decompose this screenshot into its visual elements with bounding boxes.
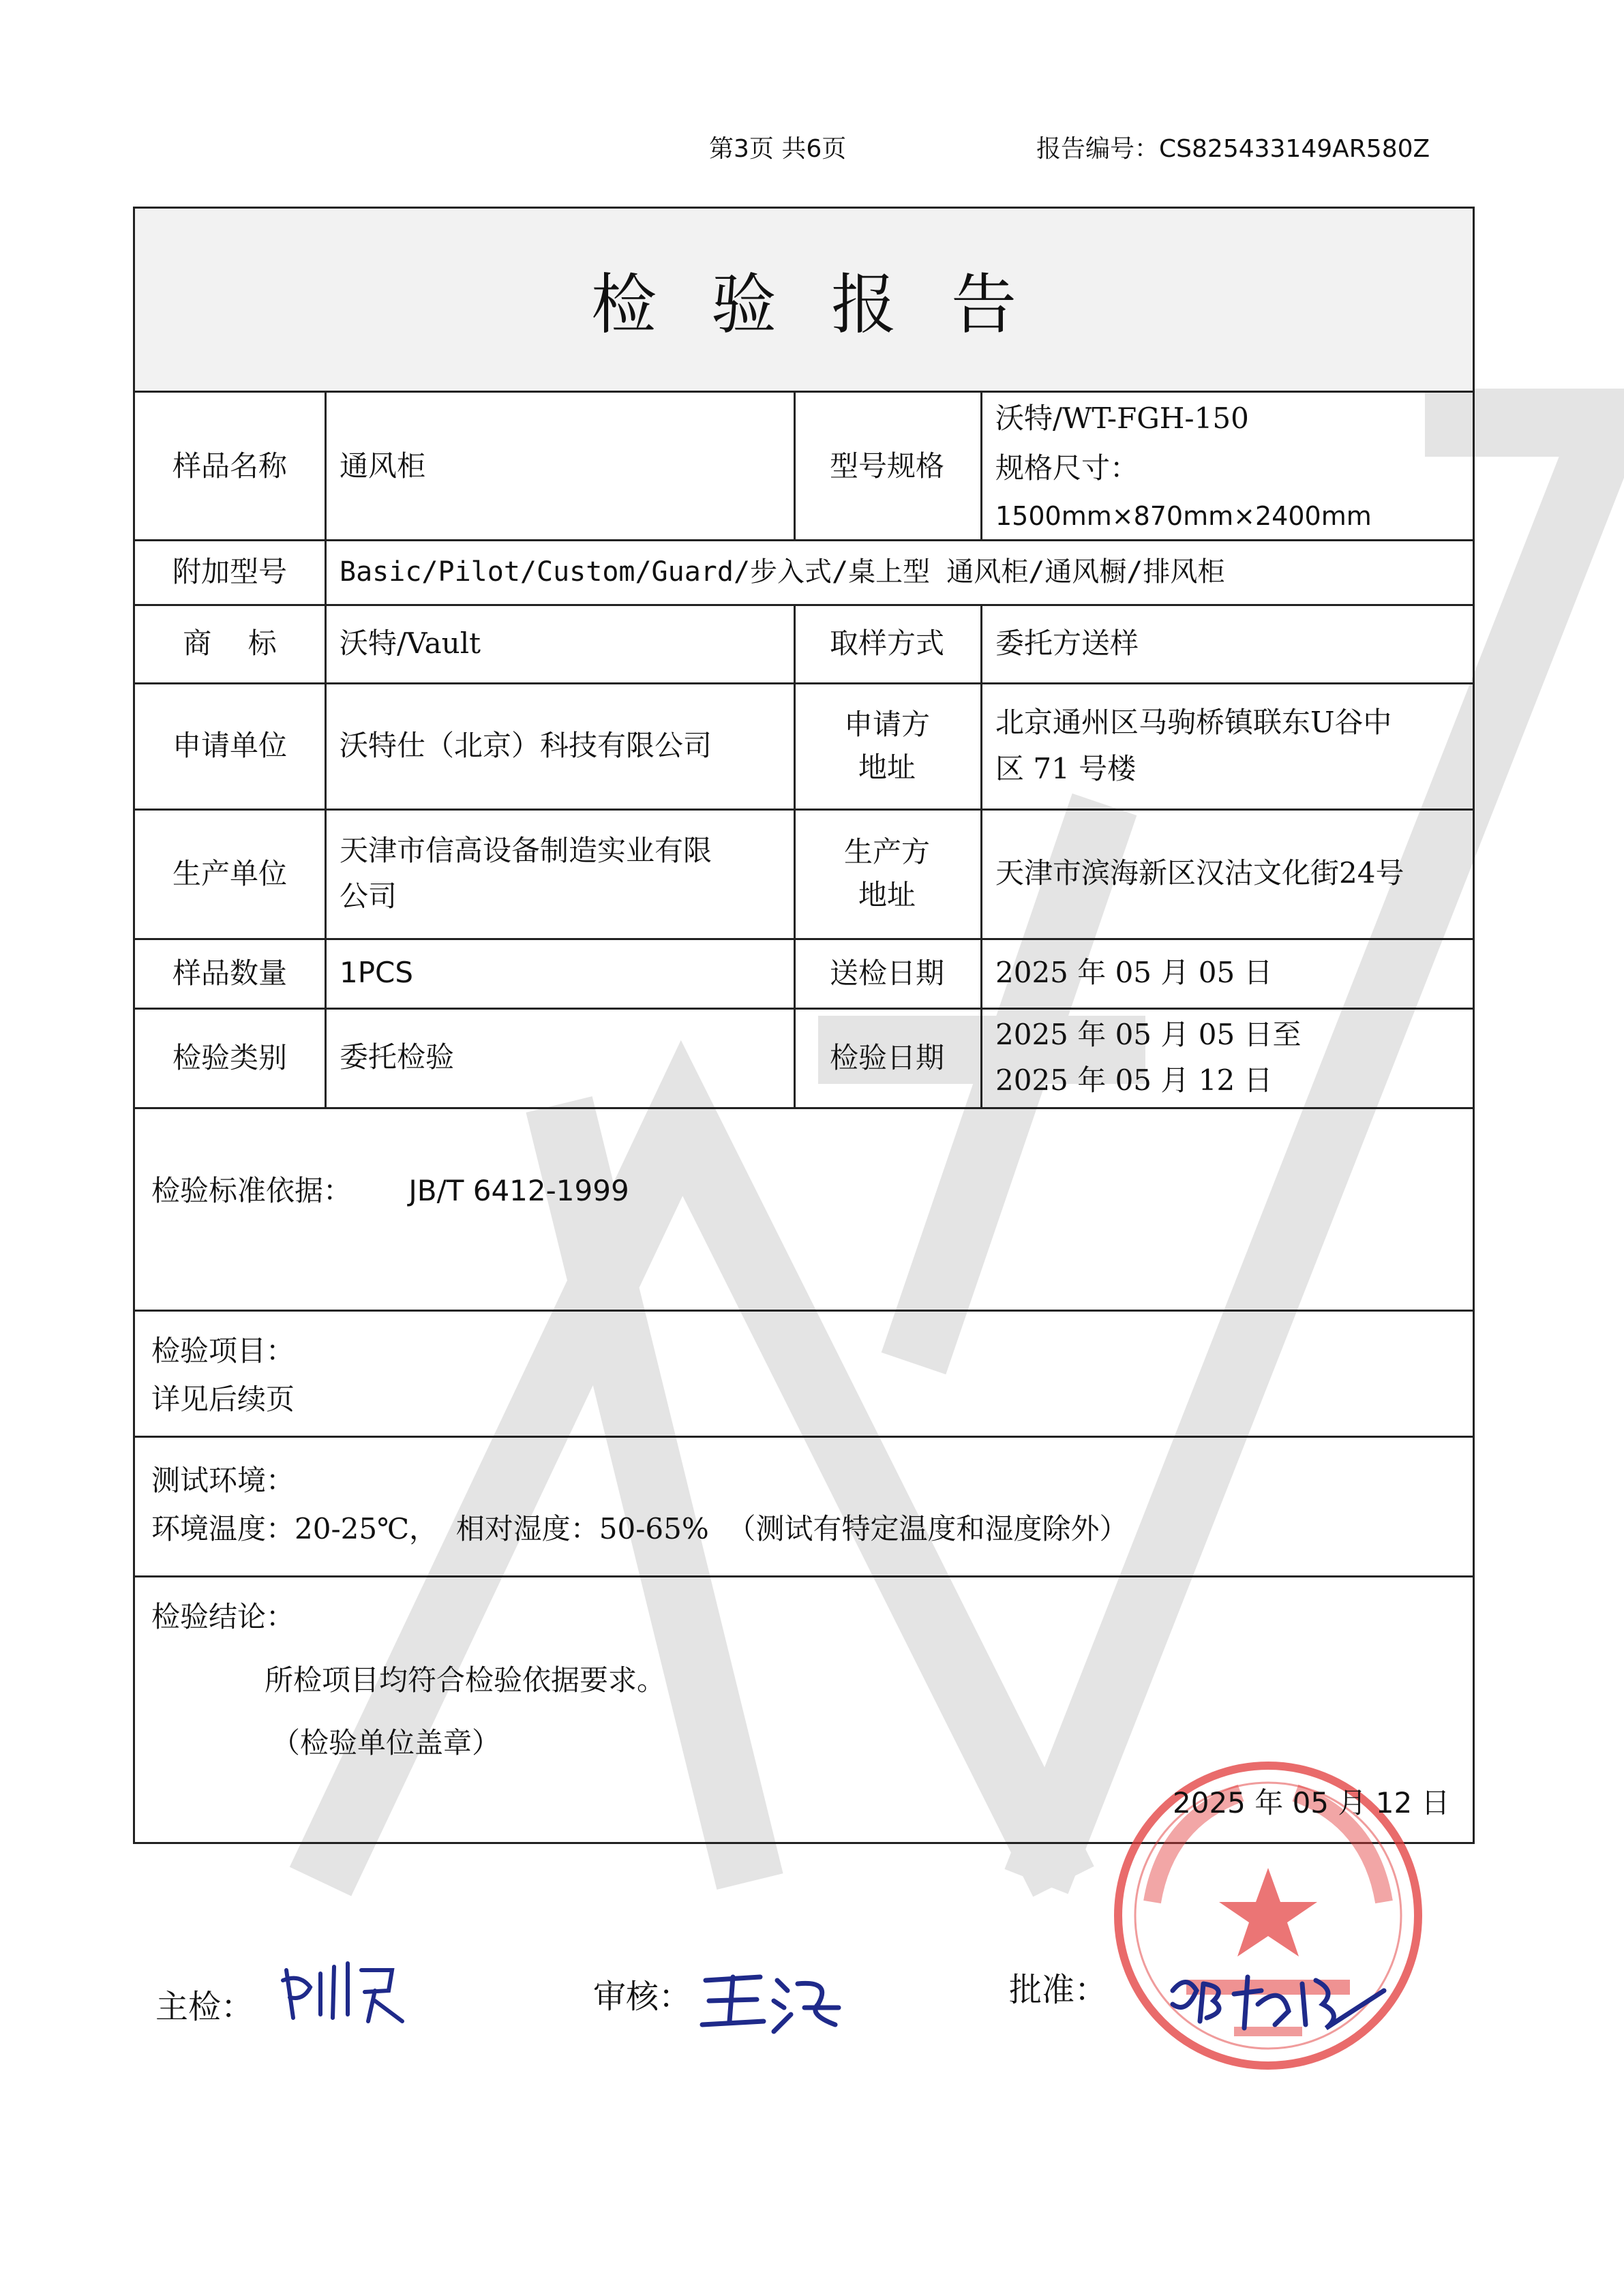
applicant-address-label-line1: 申请方 [843, 707, 930, 741]
environment-label: 测试环境： [151, 1464, 295, 1497]
producer-value [325, 809, 794, 938]
sample-qty-label: 样品数量 [172, 956, 287, 990]
delivery-date-value: 2025 年 05 月 05 日 [995, 956, 1273, 990]
applicant-address-line2: 区 71 号楼 [995, 751, 1137, 785]
items-label: 检验项目： [151, 1334, 295, 1368]
standard-value: JB/T 6412-1999 [408, 1174, 629, 1207]
report-title: 检验报告 [591, 267, 1071, 343]
inspection-date-line1: 2025 年 05 月 05 日至 [995, 1017, 1302, 1051]
producer-line1: 天津市信高设备制造实业有限 [340, 833, 712, 867]
sample-name-label: 样品名称 [172, 449, 287, 483]
environment-section [151, 1456, 1128, 1554]
producer-address-label-line2: 地址 [858, 878, 916, 911]
applicant-label: 申请单位 [172, 729, 287, 762]
producer-address-label-line1: 生产方 [843, 835, 930, 868]
report-number-value: CS825433149AR580Z [1159, 135, 1430, 163]
chief-inspector-signature [273, 1950, 416, 2031]
trademark-value: 沃特/Vault [340, 626, 481, 660]
applicant-address-label-line2: 地址 [858, 750, 916, 784]
producer-address-label [794, 809, 980, 938]
inspection-date-line2: 2025 年 05 月 12 日 [995, 1063, 1273, 1097]
items-value: 详见后续页 [151, 1383, 295, 1417]
approver-signature [1159, 1963, 1404, 2038]
conclusion-date: 2025 年 05 月 12 日 [1173, 1786, 1450, 1819]
sampling-method-value: 委托方送样 [995, 626, 1139, 660]
approver-label: 批准： [1009, 1971, 1108, 2009]
report-number [1036, 130, 1430, 164]
delivery-date-label: 送检日期 [829, 956, 944, 990]
inspection-date-label: 检验日期 [829, 1040, 944, 1074]
standard-label: 检验标准依据： [151, 1174, 352, 1207]
producer-address-value: 天津市滨海新区汉沽文化街24号 [995, 856, 1404, 890]
trademark-label: 商 标 [183, 626, 277, 660]
chief-inspector-label: 主检： [155, 1988, 254, 2026]
model-spec-value [980, 393, 1471, 539]
sample-name-value: 通风柜 [340, 449, 426, 483]
sampling-method-label: 取样方式 [829, 626, 944, 660]
additional-model-label: 附加型号 [172, 555, 287, 588]
environment-line: 环境温度：20-25℃， 相对湿度：50-65% （测试有特定温度和湿度除外） [151, 1512, 1128, 1546]
standard-section [151, 1166, 629, 1215]
reviewer-signature [695, 1967, 852, 2042]
applicant-address-line1: 北京通州区马驹桥镇联东U谷中 [995, 706, 1392, 740]
producer-line2: 公司 [340, 879, 397, 913]
items-section [151, 1327, 295, 1424]
conclusion-text: 所检项目均符合检验依据要求。 [265, 1663, 666, 1697]
inspection-type-label: 检验类别 [172, 1040, 287, 1074]
conclusion-label: 检验结论： [151, 1600, 295, 1633]
applicant-address-value [980, 682, 1471, 809]
sample-qty-value: 1PCS [340, 956, 414, 990]
page-number: 第3页 共6页 [709, 135, 847, 163]
inspection-date-value [980, 1008, 1471, 1107]
model-spec-label: 型号规格 [829, 449, 944, 483]
producer-label: 生产单位 [172, 856, 287, 890]
model-spec-line2: 规格尺寸： [995, 451, 1139, 485]
additional-model-value: Basic/Pilot/Custom/Guard/步入式/桌上型 通风柜/通风橱/排风柜 [340, 556, 1225, 588]
report-table [133, 207, 1475, 1844]
report-title-box [135, 209, 1473, 393]
conclusion-seal-note: （检验单位盖章） [271, 1726, 501, 1759]
report-number-label: 报告编号： [1036, 135, 1160, 163]
model-spec-line3: 1500mm×870mm×2400mm [995, 500, 1372, 531]
applicant-address-label [794, 682, 980, 809]
inspection-type-value: 委托检验 [340, 1040, 455, 1074]
reviewer-label: 审核： [593, 1978, 692, 2016]
model-spec-line1: 沃特/WT-FGH-150 [995, 401, 1249, 435]
applicant-value: 沃特仕（北京）科技有限公司 [340, 728, 712, 762]
